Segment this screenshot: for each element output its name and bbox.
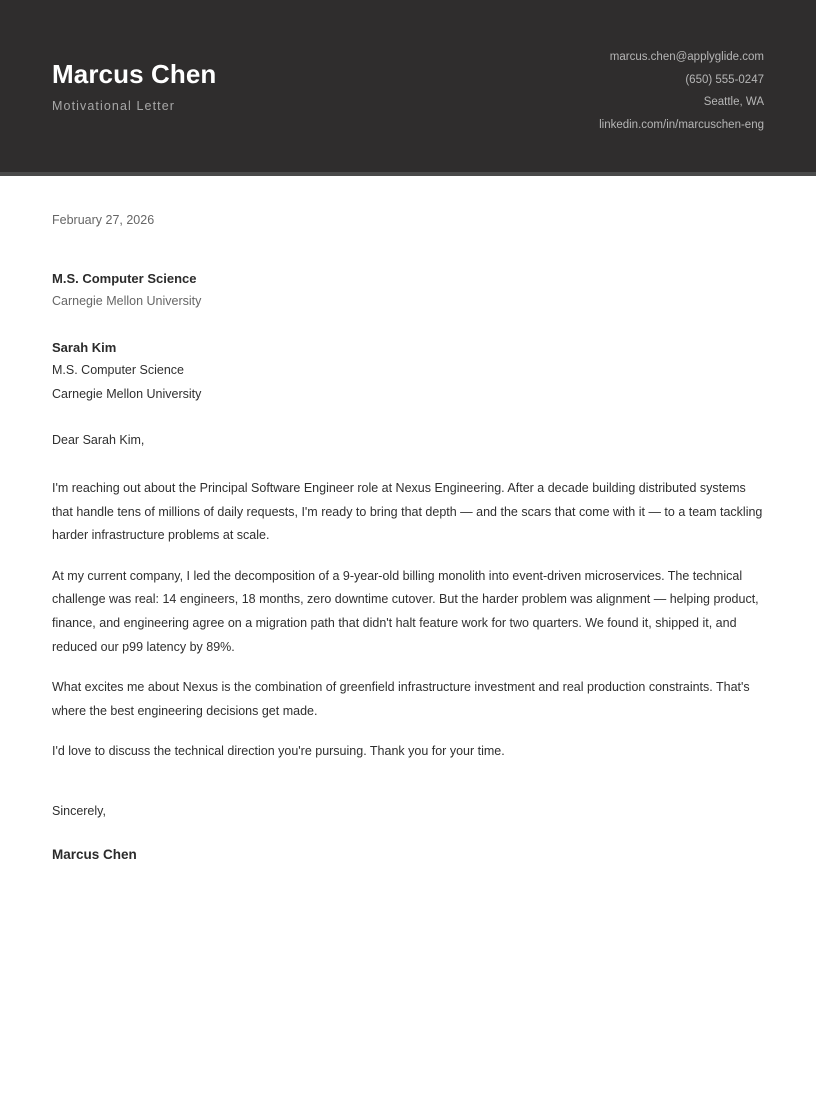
letter-paragraph: I'd love to discuss the technical direction you're pursuing. Thank you for your time. [52,744,505,759]
letter-header [0,0,816,176]
contact-linkedin: linkedin.com/in/marcuschen-eng [599,118,764,131]
contact-info-block [599,44,764,136]
sender-name: Marcus Chen [52,59,217,89]
letter-paragraph: I'm reaching out about the Principal Software Engineer role at Nexus Engineering. After a decade building distributed systems that handle tens of millions of daily requests, I'm ready to bring that depth — and the scars that come with it — to a team tackling harder infrastructure problems at scale. [52,481,763,543]
letter-paragraph: At my current company, I led the decomposition of a 9-year-old billing monolith into event-driven microservices. The technical challenge was real: 14 engineers, 18 months, zero downtime cutover. But the harder problem was alignment — helping product, finance, and engineering agree on a migration path that didn't halt feature work for two quarters. We found it, shipped it, and reduced our p99 latency by 89%. [52,568,759,654]
sender-credentials-block [52,267,764,314]
contact-email: marcus.chen@applyglide.com [609,51,764,63]
contact-location: Seattle, WA [703,96,764,109]
recipient-name: Sarah Kim [52,339,117,355]
sender-identity-block [52,44,216,114]
letter-body [0,176,816,924]
sender-institution: Carnegie Mellon University [52,294,202,309]
letter-paragraph: What excites me about Nexus is the combination of greenfield infrastructure investment and real production constraints. That's where the best engineering decisions get made. [52,680,750,718]
recipient-address-block [52,336,764,407]
salutation: Dear Sarah Kim, [52,433,145,448]
signature-name: Marcus Chen [52,846,137,862]
recipient-degree: M.S. Computer Science [52,363,184,378]
closing-phrase: Sincerely, [52,803,106,818]
sender-degree: M.S. Computer Science [52,270,197,286]
letter-date: February 27, 2026 [52,213,155,228]
contact-phone: (650) 555-0247 [685,73,764,86]
recipient-institution: Carnegie Mellon University [52,386,202,401]
document-subtitle: Motivational Letter [52,99,176,114]
